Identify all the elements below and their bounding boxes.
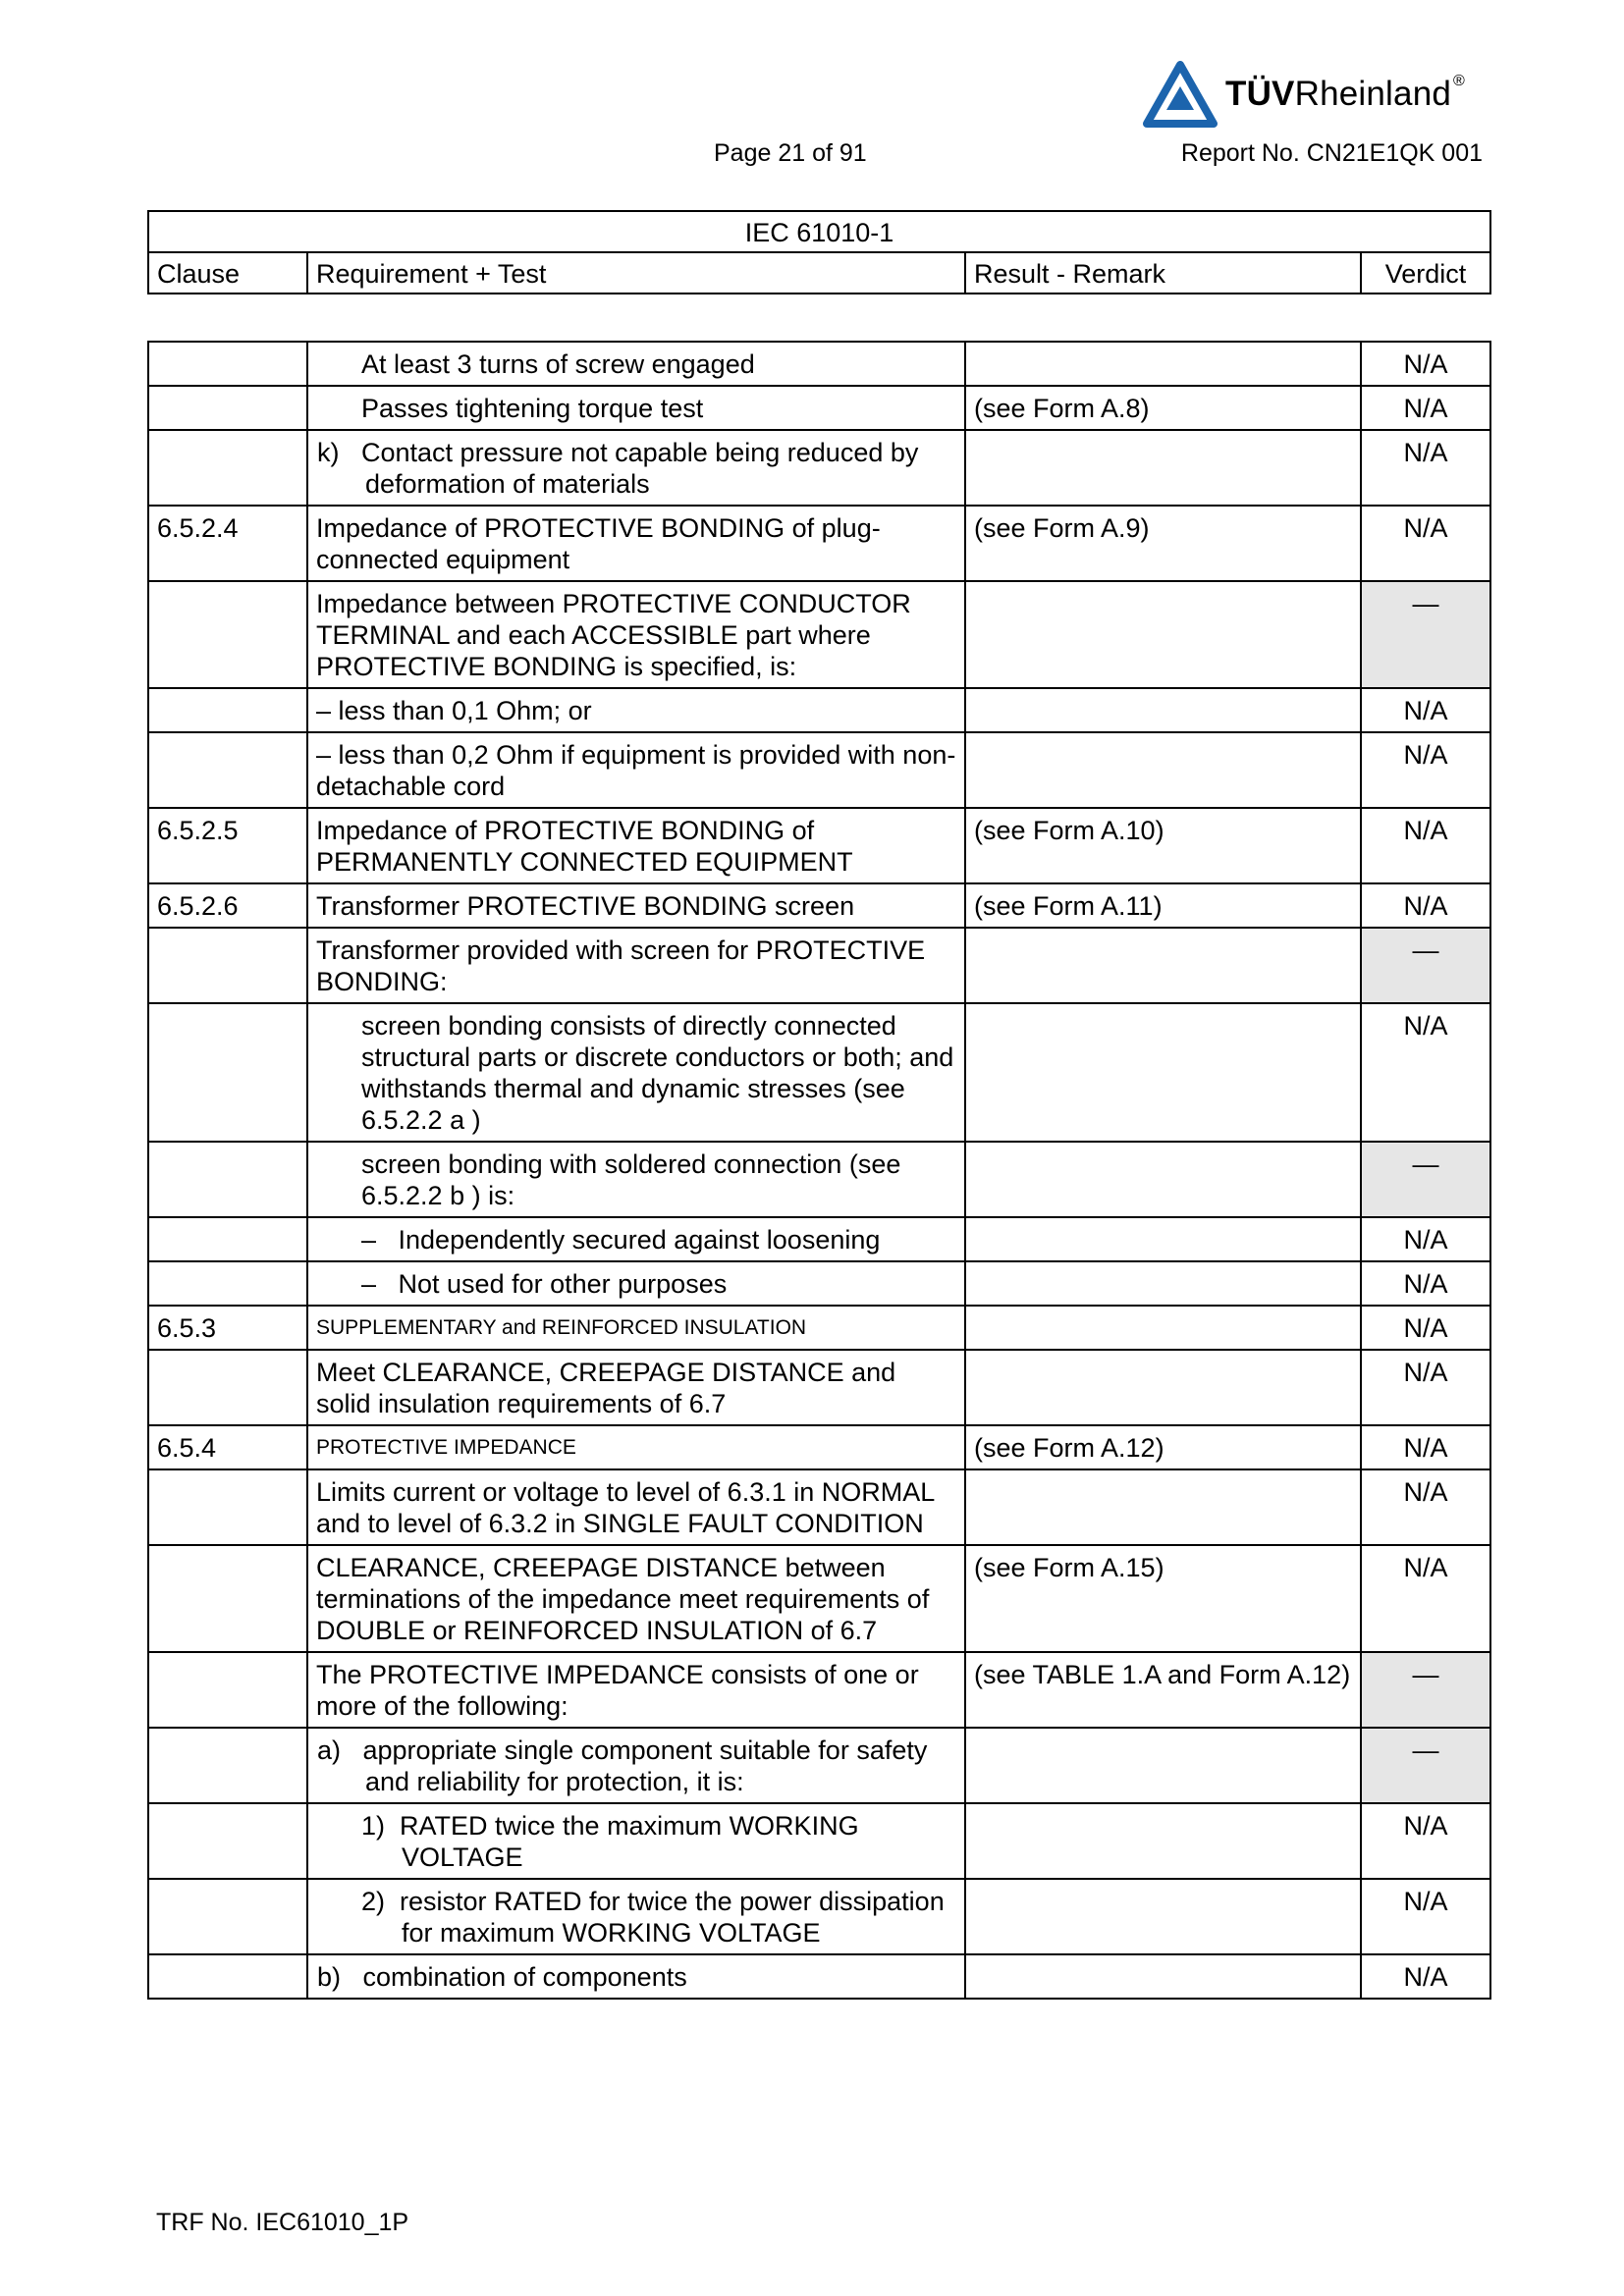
table-row: [148, 1728, 1490, 1803]
verdict-cell: N/A: [1361, 342, 1490, 386]
table-row: [148, 1306, 1490, 1350]
verdict-cell: N/A: [1361, 1350, 1490, 1425]
table-row: [148, 928, 1490, 1003]
requirement-cell: Transformer PROTECTIVE BONDING screen: [307, 883, 965, 928]
clause-cell: 6.5.4: [148, 1425, 307, 1469]
table-row: [148, 1954, 1490, 1999]
verdict-cell: N/A: [1361, 1306, 1490, 1350]
clause-cell: [148, 928, 307, 1003]
clause-cell: [148, 1545, 307, 1652]
verdict-cell: N/A: [1361, 1425, 1490, 1469]
result-cell: [965, 1003, 1361, 1142]
verdict-cell: —: [1361, 1728, 1490, 1803]
result-cell: [965, 928, 1361, 1003]
result-cell: (see Form A.10): [965, 808, 1361, 883]
clause-cell: [148, 732, 307, 808]
clause-cell: [148, 1261, 307, 1306]
clause-cell: 6.5.2.4: [148, 506, 307, 581]
clause-cell: 6.5.2.5: [148, 808, 307, 883]
table-row: [148, 1217, 1490, 1261]
table-row: [148, 1003, 1490, 1142]
verdict-cell: N/A: [1361, 688, 1490, 732]
result-cell: [965, 1350, 1361, 1425]
requirement-cell: 2) resistor RATED for twice the power dissipation for maximum WORKING VOLTAGE: [307, 1879, 965, 1954]
verdict-cell: N/A: [1361, 386, 1490, 430]
clause-cell: [148, 342, 307, 386]
requirement-cell: 1) RATED twice the maximum WORKING VOLTAGE: [307, 1803, 965, 1879]
result-cell: [965, 1261, 1361, 1306]
verdict-cell: —: [1361, 1142, 1490, 1217]
verdict-cell: —: [1361, 1652, 1490, 1728]
result-cell: (see Form A.12): [965, 1425, 1361, 1469]
requirement-cell: k) Contact pressure not capable being reduced by deformation of materials: [307, 430, 965, 506]
table-row: [148, 1652, 1490, 1728]
clause-cell: [148, 1142, 307, 1217]
table-row: [148, 808, 1490, 883]
clause-cell: [148, 688, 307, 732]
requirement-cell: screen bonding consists of directly connected structural parts or discrete conductors or both; and withstands thermal and dynamic stresses (see 6.5.2.2 a ): [307, 1003, 965, 1142]
result-cell: [965, 430, 1361, 506]
verdict-cell: N/A: [1361, 1803, 1490, 1879]
verdict-cell: N/A: [1361, 1545, 1490, 1652]
clause-cell: [148, 1652, 307, 1728]
result-cell: [965, 1803, 1361, 1879]
verdict-cell: —: [1361, 928, 1490, 1003]
result-cell: [965, 1306, 1361, 1350]
table-row: [148, 506, 1490, 581]
requirement-cell: Impedance between PROTECTIVE CONDUCTOR TERMINAL and each ACCESSIBLE part where PROTECTIVE BONDING is specified, is:: [307, 581, 965, 688]
requirement-cell: Meet CLEARANCE, CREEPAGE DISTANCE and solid insulation requirements of 6.7: [307, 1350, 965, 1425]
requirement-cell: Impedance of PROTECTIVE BONDING of plug-connected equipment: [307, 506, 965, 581]
clause-cell: [148, 1954, 307, 1999]
verdict-cell: N/A: [1361, 1879, 1490, 1954]
requirement-cell: – less than 0,1 Ohm; or: [307, 688, 965, 732]
table-row: [148, 342, 1490, 386]
page-number: Page 21 of 91: [714, 139, 867, 167]
result-cell: [965, 581, 1361, 688]
report-number: Report No. CN21E1QK 001: [1180, 139, 1483, 167]
table-row: [148, 1425, 1490, 1469]
verdict-cell: N/A: [1361, 1954, 1490, 1999]
verdict-cell: N/A: [1361, 732, 1490, 808]
requirement-cell: – Not used for other purposes: [307, 1261, 965, 1306]
col-requirement-header: Requirement + Test: [307, 252, 965, 294]
col-clause-header: Clause: [148, 252, 307, 294]
clause-cell: [148, 1217, 307, 1261]
col-verdict-header: Verdict: [1361, 252, 1490, 294]
table-row: [148, 883, 1490, 928]
result-cell: [965, 1469, 1361, 1545]
table-row: [148, 1879, 1490, 1954]
verdict-cell: N/A: [1361, 1003, 1490, 1142]
clause-cell: [148, 1350, 307, 1425]
result-cell: [965, 688, 1361, 732]
result-cell: (see TABLE 1.A and Form A.12): [965, 1652, 1361, 1728]
result-cell: [965, 1728, 1361, 1803]
result-cell: [965, 1879, 1361, 1954]
requirement-cell: screen bonding with soldered connection (see 6.5.2.2 b ) is:: [307, 1142, 965, 1217]
requirement-cell: Limits current or voltage to level of 6.3.1 in NORMAL and to level of 6.3.2 in SINGLE FAULT CONDITION: [307, 1469, 965, 1545]
requirement-cell: – Independently secured against loosening: [307, 1217, 965, 1261]
result-cell: (see Form A.15): [965, 1545, 1361, 1652]
table-row: [148, 1350, 1490, 1425]
result-cell: [965, 342, 1361, 386]
clause-cell: [148, 1803, 307, 1879]
verdict-cell: N/A: [1361, 883, 1490, 928]
verdict-cell: N/A: [1361, 808, 1490, 883]
requirement-cell: a) appropriate single component suitable for safety and reliability for protection, it is:: [307, 1728, 965, 1803]
tuv-rheinland-logo: [1139, 59, 1492, 128]
table-row: [148, 1142, 1490, 1217]
result-cell: [965, 732, 1361, 808]
requirement-cell: Impedance of PROTECTIVE BONDING of PERMANENTLY CONNECTED EQUIPMENT: [307, 808, 965, 883]
verdict-cell: N/A: [1361, 1217, 1490, 1261]
clause-cell: [148, 386, 307, 430]
verdict-cell: —: [1361, 581, 1490, 688]
requirement-cell: Passes tightening torque test: [307, 386, 965, 430]
verdict-cell: N/A: [1361, 430, 1490, 506]
verdict-cell: N/A: [1361, 1261, 1490, 1306]
requirement-cell: b) combination of components: [307, 1954, 965, 1999]
requirement-cell: SUPPLEMENTARY and REINFORCED INSULATION: [307, 1306, 965, 1350]
clause-cell: 6.5.2.6: [148, 883, 307, 928]
result-cell: (see Form A.8): [965, 386, 1361, 430]
requirement-cell: The PROTECTIVE IMPEDANCE consists of one or more of the following:: [307, 1652, 965, 1728]
table-row: [148, 386, 1490, 430]
logo-wordmark: TÜVRheinland ®: [1225, 73, 1466, 113]
requirement-cell: – less than 0,2 Ohm if equipment is provided with non-detachable cord: [307, 732, 965, 808]
table-row: [148, 1469, 1490, 1545]
clause-cell: [148, 1879, 307, 1954]
table-row: [148, 581, 1490, 688]
clause-cell: [148, 581, 307, 688]
clause-cell: [148, 1469, 307, 1545]
table-row: [148, 1545, 1490, 1652]
result-cell: [965, 1217, 1361, 1261]
result-cell: (see Form A.11): [965, 883, 1361, 928]
result-cell: [965, 1142, 1361, 1217]
table-row: [148, 1261, 1490, 1306]
requirements-table: [147, 341, 1491, 2000]
standard-title: IEC 61010-1: [148, 211, 1490, 252]
table-header: [147, 210, 1491, 294]
verdict-cell: N/A: [1361, 1469, 1490, 1545]
result-cell: (see Form A.9): [965, 506, 1361, 581]
requirement-cell: Transformer provided with screen for PROTECTIVE BONDING:: [307, 928, 965, 1003]
verdict-cell: N/A: [1361, 506, 1490, 581]
col-result-header: Result - Remark: [965, 252, 1361, 294]
table-row: [148, 430, 1490, 506]
tuv-triangle-icon: [1143, 61, 1218, 128]
clause-cell: [148, 430, 307, 506]
table-row: [148, 688, 1490, 732]
trf-number: TRF No. IEC61010_1P: [156, 2209, 409, 2236]
requirement-cell: CLEARANCE, CREEPAGE DISTANCE between terminations of the impedance meet requirements of DOUBLE or REINFORCED INSULATION of 6.7: [307, 1545, 965, 1652]
table-row: [148, 732, 1490, 808]
clause-cell: [148, 1728, 307, 1803]
table-row: [148, 1803, 1490, 1879]
result-cell: [965, 1954, 1361, 1999]
requirement-cell: At least 3 turns of screw engaged: [307, 342, 965, 386]
clause-cell: [148, 1003, 307, 1142]
requirement-cell: PROTECTIVE IMPEDANCE: [307, 1425, 965, 1469]
clause-cell: 6.5.3: [148, 1306, 307, 1350]
